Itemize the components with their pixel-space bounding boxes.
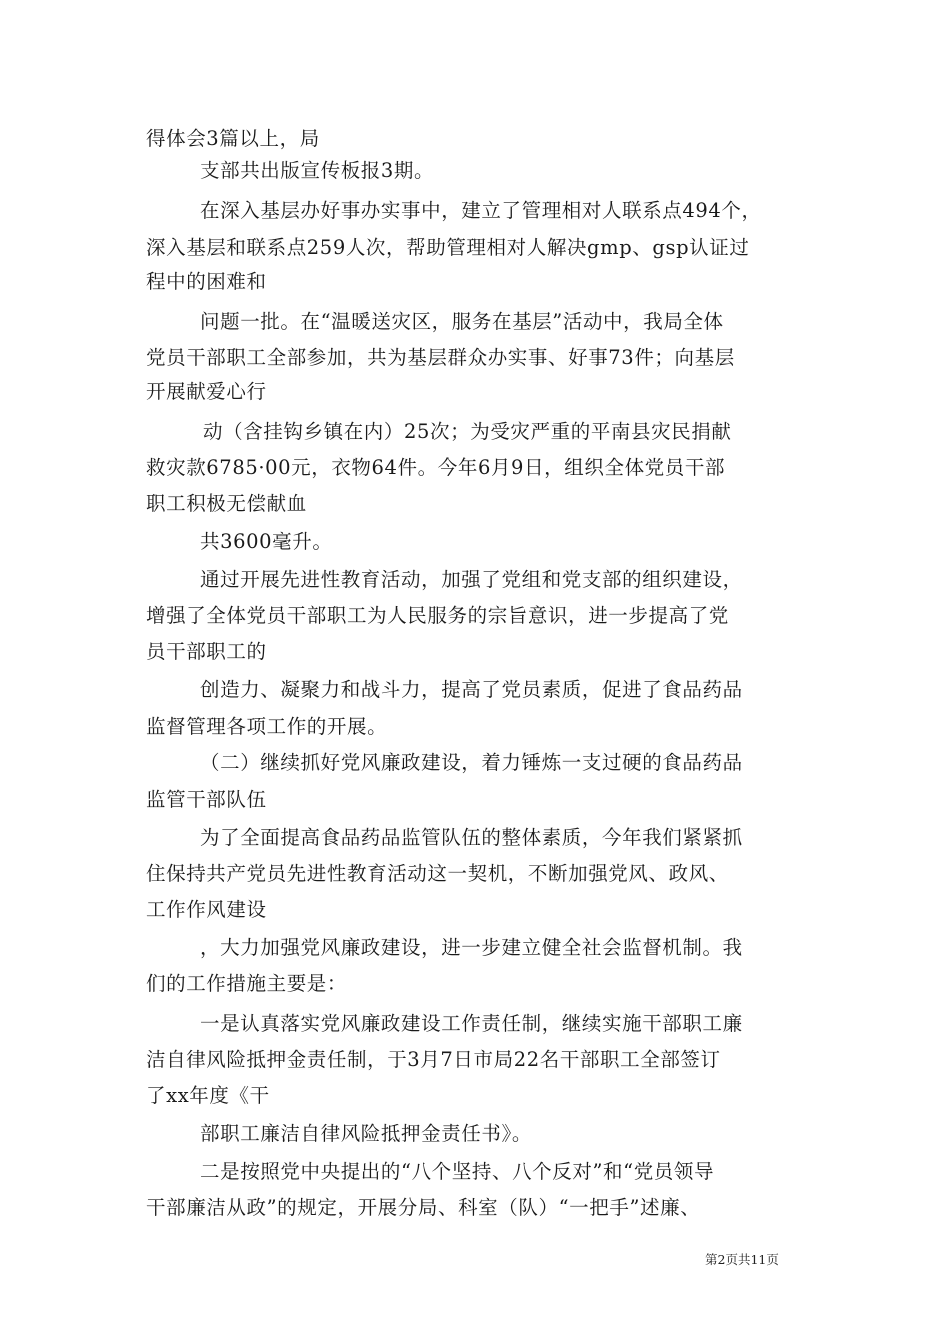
body-text-line: 共3600毫升。 xyxy=(200,530,333,553)
body-text-line: 开展献爱心行 xyxy=(146,380,267,403)
body-text-line: 干部廉洁从政”的规定，开展分局、科室（队）“一把手”述廉、 xyxy=(146,1196,701,1219)
body-text-line: 程中的困难和 xyxy=(146,270,267,293)
body-text-line: ，大力加强党风廉政建设，进一步建立健全社会监督机制。我 xyxy=(200,936,743,959)
body-text-line: 部职工廉洁自律风险抵押金责任书》。 xyxy=(200,1122,532,1145)
body-text-line: 通过开展先进性教育活动，加强了党组和党支部的组织建设， xyxy=(200,568,743,591)
body-text-line: 工作作风建设 xyxy=(146,898,267,921)
body-text-line: 深入基层和联系点259人次，帮助管理相对人解决gmp、gsp认证过 xyxy=(146,236,750,259)
body-text-line: 创造力、凝聚力和战斗力，提高了党员素质，促进了食品药品 xyxy=(200,678,743,701)
body-text-line: 二是按照党中央提出的“八个坚持、八个反对”和“党员领导 xyxy=(200,1160,715,1183)
body-text-line: 问题一批。在“温暖送灾区，服务在基层”活动中，我局全体 xyxy=(200,310,724,333)
body-text-line: 增强了全体党员干部职工为人民服务的宗旨意识，进一步提高了党 xyxy=(146,604,729,627)
body-text-line: 救灾款6785·00元，衣物64件。今年6月9日，组织全体党员干部 xyxy=(146,456,726,479)
body-text-line: 动（含挂钩乡镇在内）25次；为受灾严重的平南县灾民捐献 xyxy=(203,420,732,443)
body-text-line: 一是认真落实党风廉政建设工作责任制，继续实施干部职工廉 xyxy=(200,1012,743,1035)
body-text-line: 员干部职工的 xyxy=(146,640,267,663)
body-text-line: 了xx年度《干 xyxy=(146,1084,270,1107)
body-text-line: 得体会3篇以上，局 xyxy=(146,127,320,150)
body-text-line: 职工积极无偿献血 xyxy=(146,492,307,515)
body-text-line: 为了全面提高食品药品监管队伍的整体素质，今年我们紧紧抓 xyxy=(200,826,743,849)
section-heading-line: （二）继续抓好党风廉政建设，着力锤炼一支过硬的食品药品 xyxy=(200,751,743,774)
body-text-line: 监督管理各项工作的开展。 xyxy=(146,715,388,738)
body-text-line: 洁自律风险抵押金责任制，于3月7日市局22名干部职工全部签订 xyxy=(146,1048,721,1071)
body-text-line: 支部共出版宣传板报3期。 xyxy=(200,159,435,182)
body-text-line: 党员干部职工全部参加，共为基层群众办实事、好事73件；向基层 xyxy=(146,346,735,369)
body-text-line: 住保持共产党员先进性教育活动这一契机，不断加强党风、政风、 xyxy=(146,862,729,885)
body-text-line: 们的工作措施主要是： xyxy=(146,972,348,995)
body-text-line: 在深入基层办好事办实事中，建立了管理相对人联系点494个， xyxy=(200,199,762,222)
page-number-footer: 第2页共11页 xyxy=(705,1252,779,1267)
section-heading-line: 监管干部队伍 xyxy=(146,788,267,811)
